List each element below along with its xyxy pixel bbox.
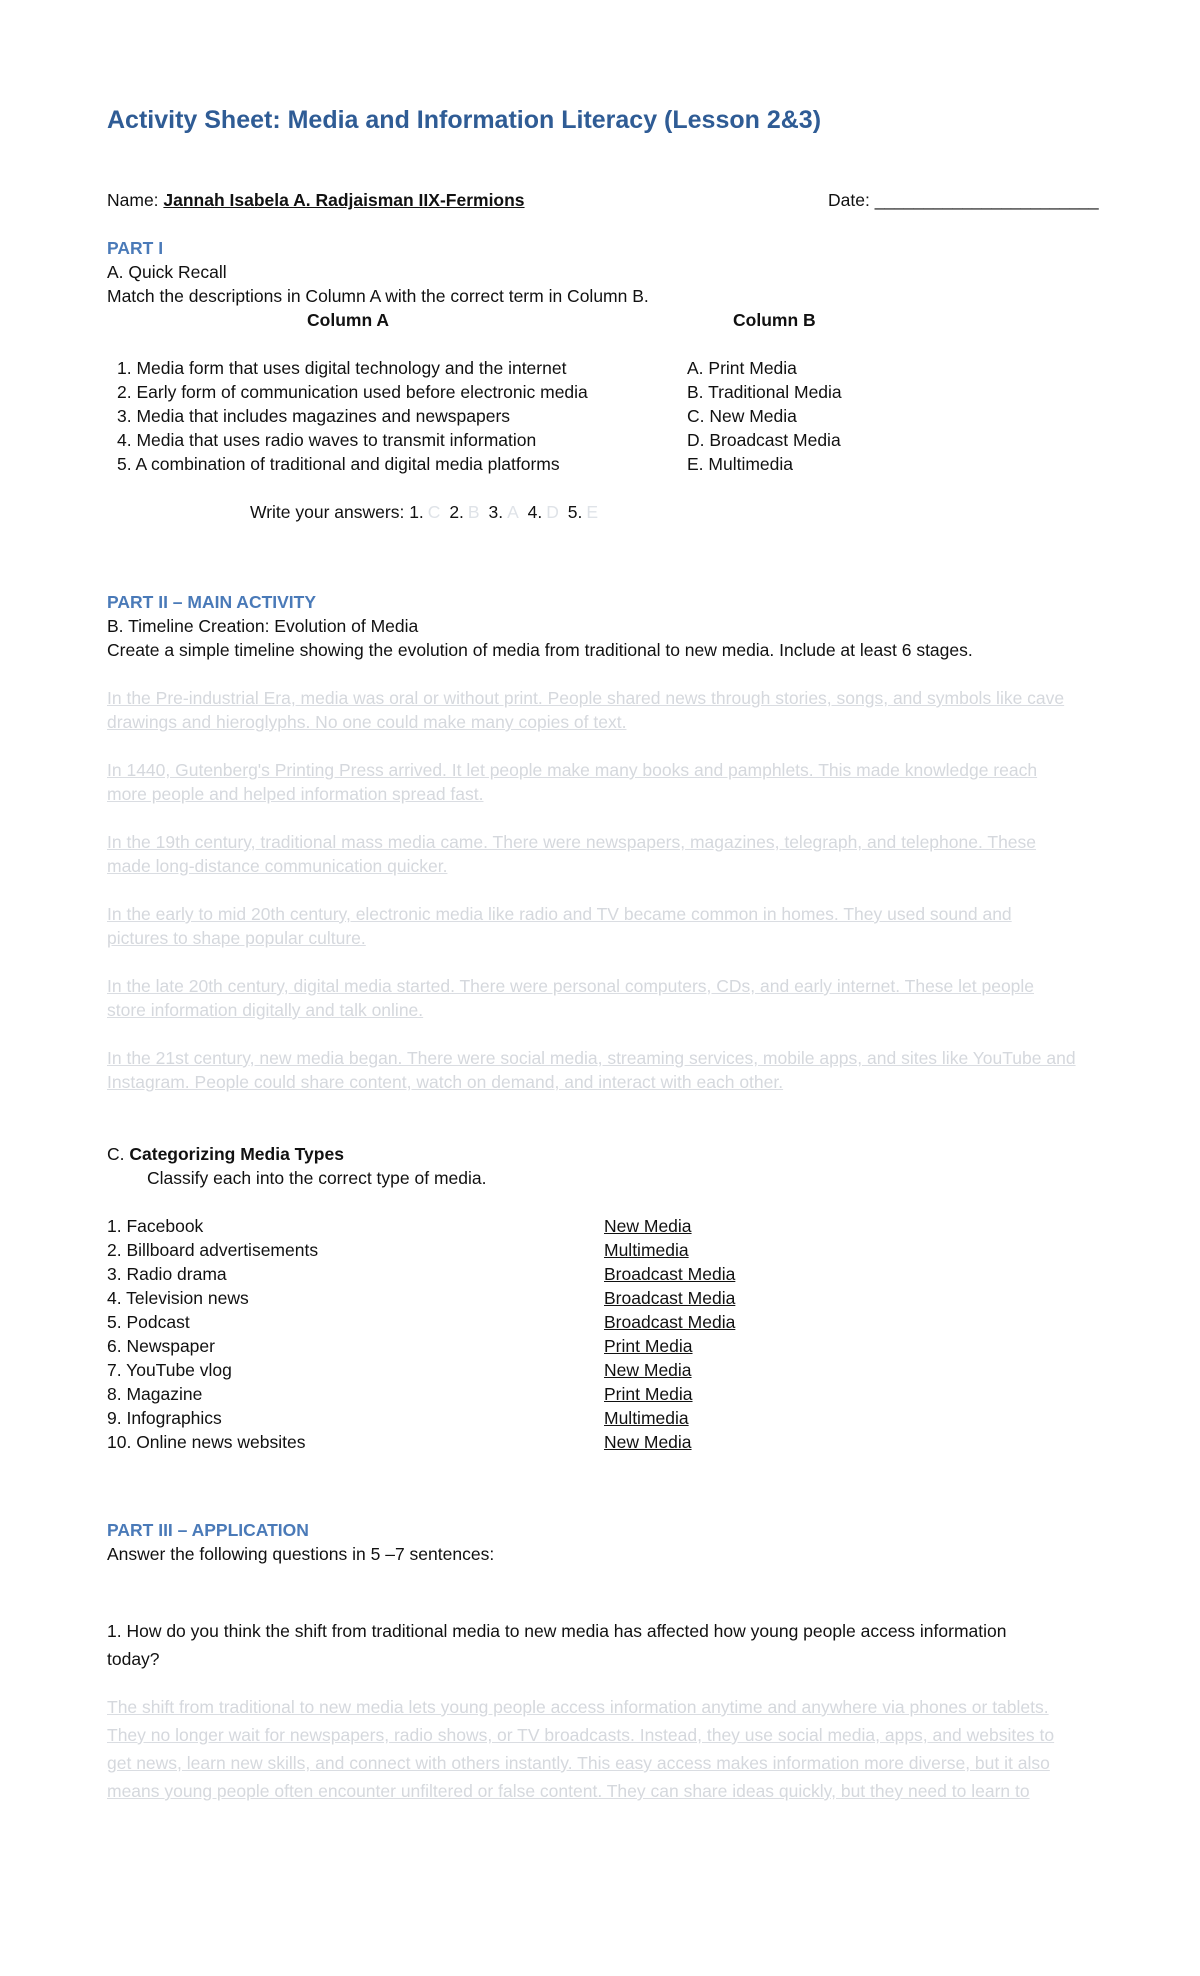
part2-subheading: B. Timeline Creation: Evolution of Media bbox=[107, 616, 419, 636]
answer-value: C bbox=[427, 502, 441, 522]
date-label: Date: bbox=[828, 190, 875, 210]
answer-number: 5. bbox=[567, 502, 583, 522]
timeline-line: In the early to mid 20th century, electronic media like radio and TV became common in homes. They used sound and bbox=[107, 904, 1012, 924]
column-a-list bbox=[117, 356, 588, 476]
part2-instruction: Create a simple timeline showing the evolution of media from traditional to new media. Include at least 6 stages. bbox=[107, 640, 973, 660]
name-value: Jannah Isabela A. Radjaisman IIX-Fermions bbox=[163, 190, 525, 210]
media-item: 9. Infographics bbox=[107, 1408, 222, 1428]
part-c-heading-line bbox=[107, 1142, 344, 1166]
timeline-line: pictures to shape popular culture. bbox=[107, 928, 366, 948]
timeline-line: In the 19th century, traditional mass media came. There were newspapers, magazines, telegraph, and telephone. These bbox=[107, 832, 1037, 852]
answer-number: 1. bbox=[409, 502, 424, 522]
column-b-item: A. Print Media bbox=[687, 358, 797, 378]
media-answer: New Media bbox=[604, 1432, 692, 1452]
media-answers-list bbox=[604, 1214, 735, 1454]
column-a-header: Column A bbox=[307, 310, 389, 330]
date-blank: _______________________ bbox=[874, 190, 1099, 210]
date-line bbox=[828, 188, 1099, 212]
timeline-line: In the late 20th century, digital media started. There were personal computers, CDs, and early internet. These let people bbox=[107, 976, 1035, 996]
media-item: 4. Television news bbox=[107, 1288, 249, 1308]
answer-number: 4. bbox=[527, 502, 543, 522]
media-answer: New Media bbox=[604, 1360, 692, 1380]
part1-instruction: Match the descriptions in Column A with the correct term in Column B. bbox=[107, 286, 649, 306]
part1-heading: PART I bbox=[107, 238, 164, 258]
timeline-line: In 1440, Gutenberg's Printing Press arrived. It let people make many books and pamphlets. This made knowledge reach bbox=[107, 760, 1038, 780]
part3-heading: PART III – APPLICATION bbox=[107, 1520, 309, 1540]
answer-value: A bbox=[507, 502, 519, 522]
answer-value: D bbox=[546, 502, 559, 522]
part2-heading: PART II – MAIN ACTIVITY bbox=[107, 592, 317, 612]
media-answer: Print Media bbox=[604, 1336, 693, 1356]
media-item: 1. Facebook bbox=[107, 1216, 204, 1236]
answers-label: Write your answers: bbox=[250, 502, 405, 522]
column-a-item: 1. Media form that uses digital technology and the internet bbox=[117, 358, 567, 378]
part-c-instruction: Classify each into the correct type of media. bbox=[147, 1168, 487, 1188]
media-item: 5. Podcast bbox=[107, 1312, 190, 1332]
timeline-line: drawings and hieroglyphs. No one could make many copies of text. bbox=[107, 712, 627, 732]
column-b-item: D. Broadcast Media bbox=[687, 430, 841, 450]
column-b-item: B. Traditional Media bbox=[687, 382, 842, 402]
media-answer: Broadcast Media bbox=[604, 1264, 736, 1284]
media-item: 3. Radio drama bbox=[107, 1264, 227, 1284]
media-answer: Multimedia bbox=[604, 1408, 689, 1428]
name-label: Name: bbox=[107, 190, 164, 210]
media-item: 6. Newspaper bbox=[107, 1336, 215, 1356]
column-b-item: E. Multimedia bbox=[687, 454, 794, 474]
media-answer: New Media bbox=[604, 1216, 692, 1236]
answer-number: 2. bbox=[449, 502, 464, 522]
answer-value: E bbox=[586, 502, 599, 522]
media-answer: Broadcast Media bbox=[604, 1288, 736, 1308]
answer-1-line: The shift from traditional to new media lets young people access information anytime and anywhere via phones or tablets. bbox=[107, 1697, 1049, 1717]
timeline-line: store information digitally and talk online. bbox=[107, 1000, 424, 1020]
document-page bbox=[107, 0, 1107, 1976]
column-b-list bbox=[687, 356, 842, 476]
question-1-line: 1. How do you think the shift from traditional media to new media has affected how young people access information bbox=[107, 1621, 1007, 1641]
answer-1-line: means young people often encounter unfiltered or false content. They can share ideas quickly, but they need to learn to bbox=[107, 1781, 1030, 1801]
column-b-header: Column B bbox=[733, 310, 816, 330]
answers-line bbox=[250, 500, 602, 524]
timeline-line: more people and helped information spread fast. bbox=[107, 784, 484, 804]
column-b-item: C. New Media bbox=[687, 406, 797, 426]
answer-1 bbox=[107, 1693, 1054, 1805]
media-answer: Multimedia bbox=[604, 1240, 689, 1260]
part-c-heading: Categorizing Media Types bbox=[129, 1144, 344, 1164]
column-a-item: 3. Media that includes magazines and newspapers bbox=[117, 406, 511, 426]
media-item: 8. Magazine bbox=[107, 1384, 203, 1404]
timeline-line: Instagram. People could share content, watch on demand, and interact with each other. bbox=[107, 1072, 784, 1092]
page-title: Activity Sheet: Media and Information Literacy (Lesson 2&3) bbox=[107, 106, 822, 134]
question-1 bbox=[107, 1617, 1007, 1673]
timeline-line: In the 21st century, new media began. There were social media, streaming services, mobile apps, and sites like YouTube and bbox=[107, 1048, 1076, 1068]
media-answer: Print Media bbox=[604, 1384, 693, 1404]
answer-value: B bbox=[467, 502, 480, 522]
column-a-item: 5. A combination of traditional and digital media platforms bbox=[117, 454, 560, 474]
answer-number: 3. bbox=[488, 502, 504, 522]
media-item: 7. YouTube vlog bbox=[107, 1360, 232, 1380]
timeline-line: made long-distance communication quicker. bbox=[107, 856, 448, 876]
media-item: 2. Billboard advertisements bbox=[107, 1240, 319, 1260]
answer-1-line: get news, learn new skills, and connect with others instantly. This easy access makes information more diverse, but it also bbox=[107, 1753, 1050, 1773]
column-a-item: 4. Media that uses radio waves to transmit information bbox=[117, 430, 537, 450]
media-answer: Broadcast Media bbox=[604, 1312, 736, 1332]
question-1-line: today? bbox=[107, 1649, 160, 1669]
media-item: 10. Online news websites bbox=[107, 1432, 306, 1452]
part-c-prefix: C. bbox=[107, 1144, 130, 1164]
column-a-item: 2. Early form of communication used before electronic media bbox=[117, 382, 588, 402]
name-line bbox=[107, 188, 525, 212]
part3-instruction: Answer the following questions in 5 –7 sentences: bbox=[107, 1544, 495, 1564]
media-items-list bbox=[107, 1214, 318, 1454]
timeline-line: In the Pre-industrial Era, media was oral or without print. People shared news through stories, songs, and symbols like cave bbox=[107, 688, 1065, 708]
part1-subheading: A. Quick Recall bbox=[107, 262, 227, 282]
answer-1-line: They no longer wait for newspapers, radio shows, or TV broadcasts. Instead, they use social media, apps, and websites to bbox=[107, 1725, 1055, 1745]
